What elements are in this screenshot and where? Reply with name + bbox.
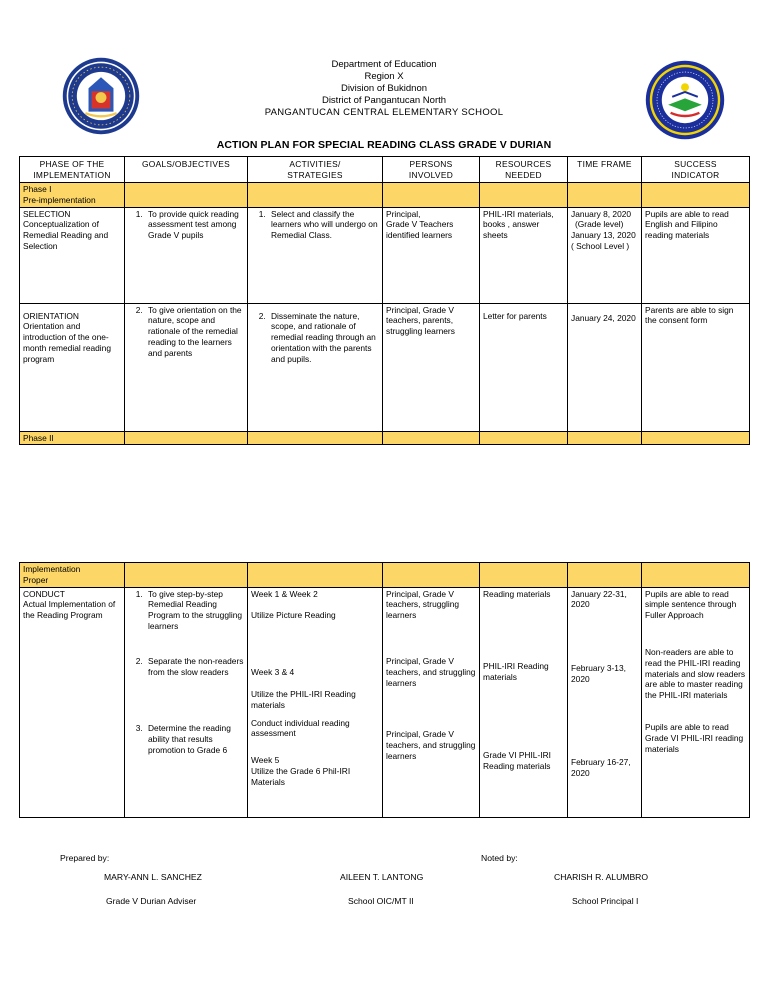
phase1-label: Phase I Pre-implementation: [20, 183, 125, 208]
selection-time: January 8, 2020 (Grade level) January 13, 2020 ( School Level ): [568, 207, 642, 303]
conduct-persons: Principal, Grade V teachers, struggling learners Principal, Grade V teachers, and struggling learners Principal, Grade V teachers, and struggling learners: [383, 587, 480, 817]
document-title: ACTION PLAN FOR SPECIAL READING CLASS GRADE V DURIAN: [216, 139, 552, 151]
selection-goal: 1. To provide quick reading assessment test among Grade V pupils: [125, 207, 248, 303]
conduct-phase: CONDUCT Actual Implementation of the Reading Program: [20, 587, 125, 817]
goal-2: 2. Separate the non-readers from the slow readers: [145, 656, 244, 678]
col-goals-header: GOALS/OBJECTIVES: [125, 157, 248, 183]
signatory-3-title: School Principal I: [572, 896, 639, 906]
col-persons-header: PERSONS INVOLVED: [383, 157, 480, 183]
conduct-resources: Reading materials PHIL-IRI Reading materials Grade VI PHIL-IRI Reading materials: [480, 587, 568, 817]
orientation-persons: Principal, Grade V teachers, parents, struggling learners: [383, 303, 480, 431]
selection-resources: PHIL-IRI materials, books , answer sheets: [480, 207, 568, 303]
header-row: [20, 157, 750, 183]
selection-persons: Principal, Grade V Teachers identified learners: [383, 207, 480, 303]
signatory-2-title: School OIC/MT II: [348, 896, 414, 906]
selection-row: [20, 207, 750, 303]
conduct-goals: [125, 587, 248, 817]
prepared-by-label: Prepared by:: [60, 853, 110, 863]
noted-by-label: Noted by:: [481, 853, 518, 863]
col-success-header: SUCCESS INDICATOR: [642, 157, 750, 183]
selection-activity: 1. Select and classify the learners who will undergo on Remedial Class.: [248, 207, 383, 303]
phase2-label: Phase II: [20, 431, 125, 445]
department-line: Department of Education: [331, 59, 437, 70]
school-line: PANGANTUCAN CENTRAL ELEMENTARY SCHOOL: [264, 107, 504, 118]
phase2-row: [20, 431, 750, 445]
division-line: Division of Bukidnon: [340, 83, 428, 94]
orientation-activity: 2. Disseminate the nature, scope, and rationale of remedial reading through an orientation with the parents and pupils.: [248, 303, 383, 431]
goal-1: 1. To give step-by-step Remedial Reading Program to the struggling learners: [145, 589, 244, 632]
district-line: District of Pangantucan North: [321, 95, 447, 106]
conduct-activities: Week 1 & Week 2 Utilize Picture Reading Week 3 & 4 Utilize the PHIL-IRI Reading materials Conduct individual reading assessment Week 5 Utilize the Grade 6 Phil-IRI Materials: [248, 587, 383, 817]
orientation-phase: ORIENTATION Orientation and introduction of the one-month remedial reading program: [20, 303, 125, 431]
conduct-row: [20, 587, 750, 817]
action-plan-table-part1: [19, 156, 750, 445]
signatory-1-name: MARY-ANN L. SANCHEZ: [104, 872, 202, 882]
orientation-resources: Letter for parents: [480, 303, 568, 431]
orientation-time: January 24, 2020: [568, 303, 642, 431]
orientation-row: [20, 303, 750, 431]
selection-success: Pupils are able to read English and Filipino reading materials: [642, 207, 750, 303]
region-line: Region X: [364, 71, 404, 82]
implementation-proper-label: Implementation Proper: [20, 563, 125, 588]
col-time-header: TIME FRAME: [568, 157, 642, 183]
signatory-1-title: Grade V Durian Adviser: [106, 896, 197, 906]
orientation-goal: 2. To give orientation on the nature, scope and rationale of the remedial reading to the learners and parents: [125, 303, 248, 431]
orientation-success: Parents are able to sign the consent form: [642, 303, 750, 431]
signatory-3-name: CHARISH R. ALUMBRO: [554, 872, 649, 882]
selection-phase: SELECTION Conceptualization of Remedial Reading and Selection: [20, 207, 125, 303]
col-phase-header: PHASE OF THE IMPLEMENTATION: [20, 157, 125, 183]
implementation-proper-row: [20, 563, 750, 588]
col-resources-header: RESOURCES NEEDED: [480, 157, 568, 183]
col-activities-header: ACTIVITIES/ STRATEGIES: [248, 157, 383, 183]
phase1-row: [20, 183, 750, 208]
goal-3: 3. Determine the reading ability that results promotion to Grade 6: [145, 723, 244, 755]
conduct-time: January 22-31, 2020 February 3-13, 2020 February 16-27, 2020: [568, 587, 642, 817]
action-plan-table-part2: [19, 562, 750, 818]
letterhead: [0, 59, 768, 119]
signatory-2-name: AILEEN T. LANTONG: [340, 872, 424, 882]
conduct-success: Pupils are able to read simple sentence through Fuller Approach Non-readers are able to read the PHIL-IRI reading materials and slow readers are able to master reading the PHIL-IRI materials Pupils are able to read Grade VI PHIL-IRI reading materials: [642, 587, 750, 817]
